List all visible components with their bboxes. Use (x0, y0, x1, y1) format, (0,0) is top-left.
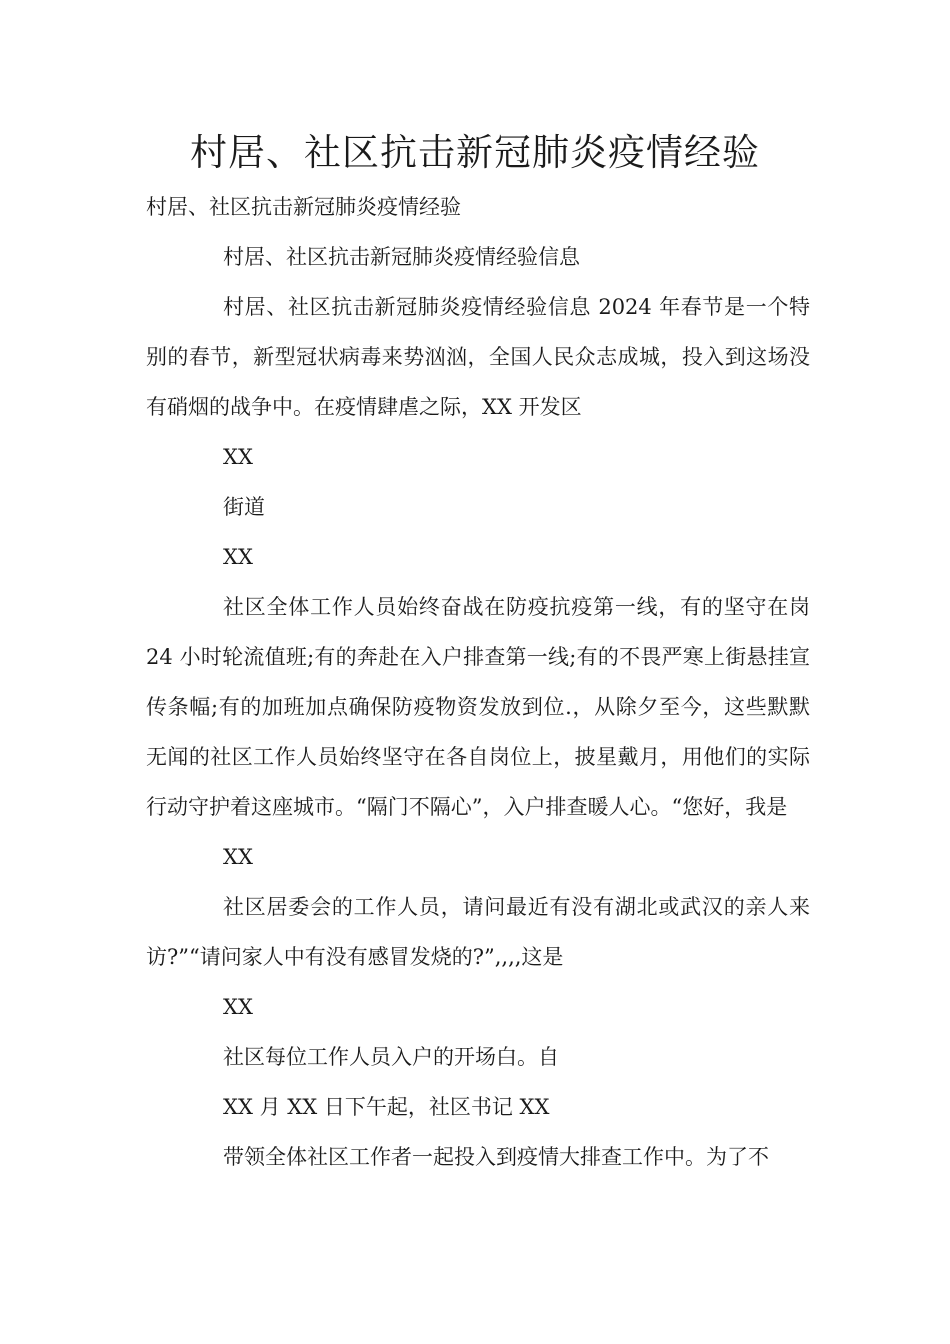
paragraph: 带领全体社区工作者一起投入到疫情大排查工作中。为了不 (223, 1145, 769, 1169)
paragraph: 社区全体工作人员始终奋战在防疫抗疫第一线，有的坚守在岗24 小时轮流值班;有的奔赴在入户排查第一线;有的不畏严寒上街悬挂宣传条幅;有的加班加点确保防疫物资发放到位.，从除夕至今，这些默默无闻的社区工作人员始终坚守在各自岗位上，披星戴月，用他们的实际行动守护着这座城市。“隔门不隔心”，入户排查暖人心。“您好，我是 (146, 595, 810, 819)
document-title: 村居、社区抗击新冠肺炎疫情经验 (190, 131, 760, 174)
paragraph: 村居、社区抗击新冠肺炎疫情经验信息 2024 年春节是一个特别的春节，新型冠状病毒来势汹汹，全国人民众志成城，投入到这场没有硝烟的战争中。在疫情肆虐之际，XX 开发区 (146, 295, 810, 419)
document-body (146, 182, 810, 1182)
paragraph: XX 月 XX 日下午起，社区书记 XX (223, 1095, 550, 1119)
paragraph: 村居、社区抗击新冠肺炎疫情经验信息 (223, 245, 580, 269)
paragraph: XX (223, 995, 253, 1019)
paragraph: XX (223, 445, 253, 469)
paragraph: 社区每位工作人员入户的开场白。自 (223, 1045, 559, 1069)
paragraph: XX (223, 545, 253, 569)
paragraph: 社区居委会的工作人员，请问最近有没有湖北或武汉的亲人来访?”“请问家人中有没有感冒发烧的?”,,,,这是 (146, 895, 810, 969)
paragraph: XX (223, 845, 253, 869)
paragraph: 街道 (223, 495, 265, 519)
paragraph: 村居、社区抗击新冠肺炎疫情经验 (146, 195, 461, 219)
